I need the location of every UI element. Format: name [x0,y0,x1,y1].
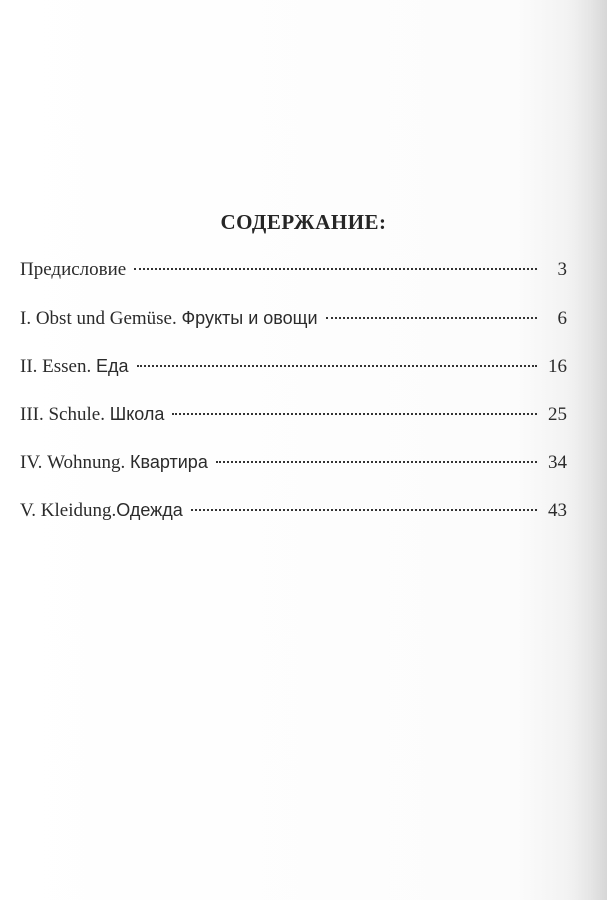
chapter-title-german: Essen. [42,356,92,377]
table-of-contents [20,254,567,542]
chapter-number: III. [20,404,44,425]
dot-leader [172,413,537,415]
toc-entry-page: 43 [548,500,567,521]
chapter-title-russian: Квартира [130,452,208,472]
chapter-title-german: Kleidung. [40,500,117,521]
toc-entry-label [20,398,164,431]
toc-entry-label [20,350,129,383]
toc-entry-1 [20,302,567,350]
toc-entry-4 [20,446,567,494]
chapter-title-german: Schule. [48,404,105,425]
toc-entry-page: 34 [548,452,567,473]
chapter-number: V. [20,500,37,521]
chapter-title-russian: Одежда [116,500,183,520]
toc-entry-3 [20,398,567,446]
toc-entry-label: Предисловие [20,259,127,280]
toc-entry-2 [20,350,567,398]
chapter-number: I. [20,308,32,329]
toc-entry-label [20,494,183,527]
dot-leader [326,317,537,319]
chapter-title-russian: Школа [109,404,165,424]
toc-entry-label [20,302,318,335]
page-title: СОДЕРЖАНИЕ: [220,210,387,234]
chapter-title-german: Obst und Gemüse. [35,308,177,329]
chapter-title-russian: Еда [95,356,129,376]
dot-leader [137,365,537,367]
chapter-number: IV. [20,452,43,473]
toc-entry-preface [20,254,567,302]
chapter-title-german: Wohnung. [47,452,126,473]
chapter-title-russian: Фрукты и овощи [181,308,318,328]
page-edge-shadow [567,0,607,900]
toc-entry-page: 25 [548,404,567,425]
dot-leader [216,461,537,463]
toc-entry-page: 3 [557,259,567,280]
dot-leader [191,509,537,511]
dot-leader [134,268,537,270]
toc-entry-page: 16 [548,356,567,377]
toc-entry-label [20,446,208,479]
toc-entry-5 [20,494,567,542]
chapter-number: II. [20,356,38,377]
toc-entry-page: 6 [557,308,567,329]
